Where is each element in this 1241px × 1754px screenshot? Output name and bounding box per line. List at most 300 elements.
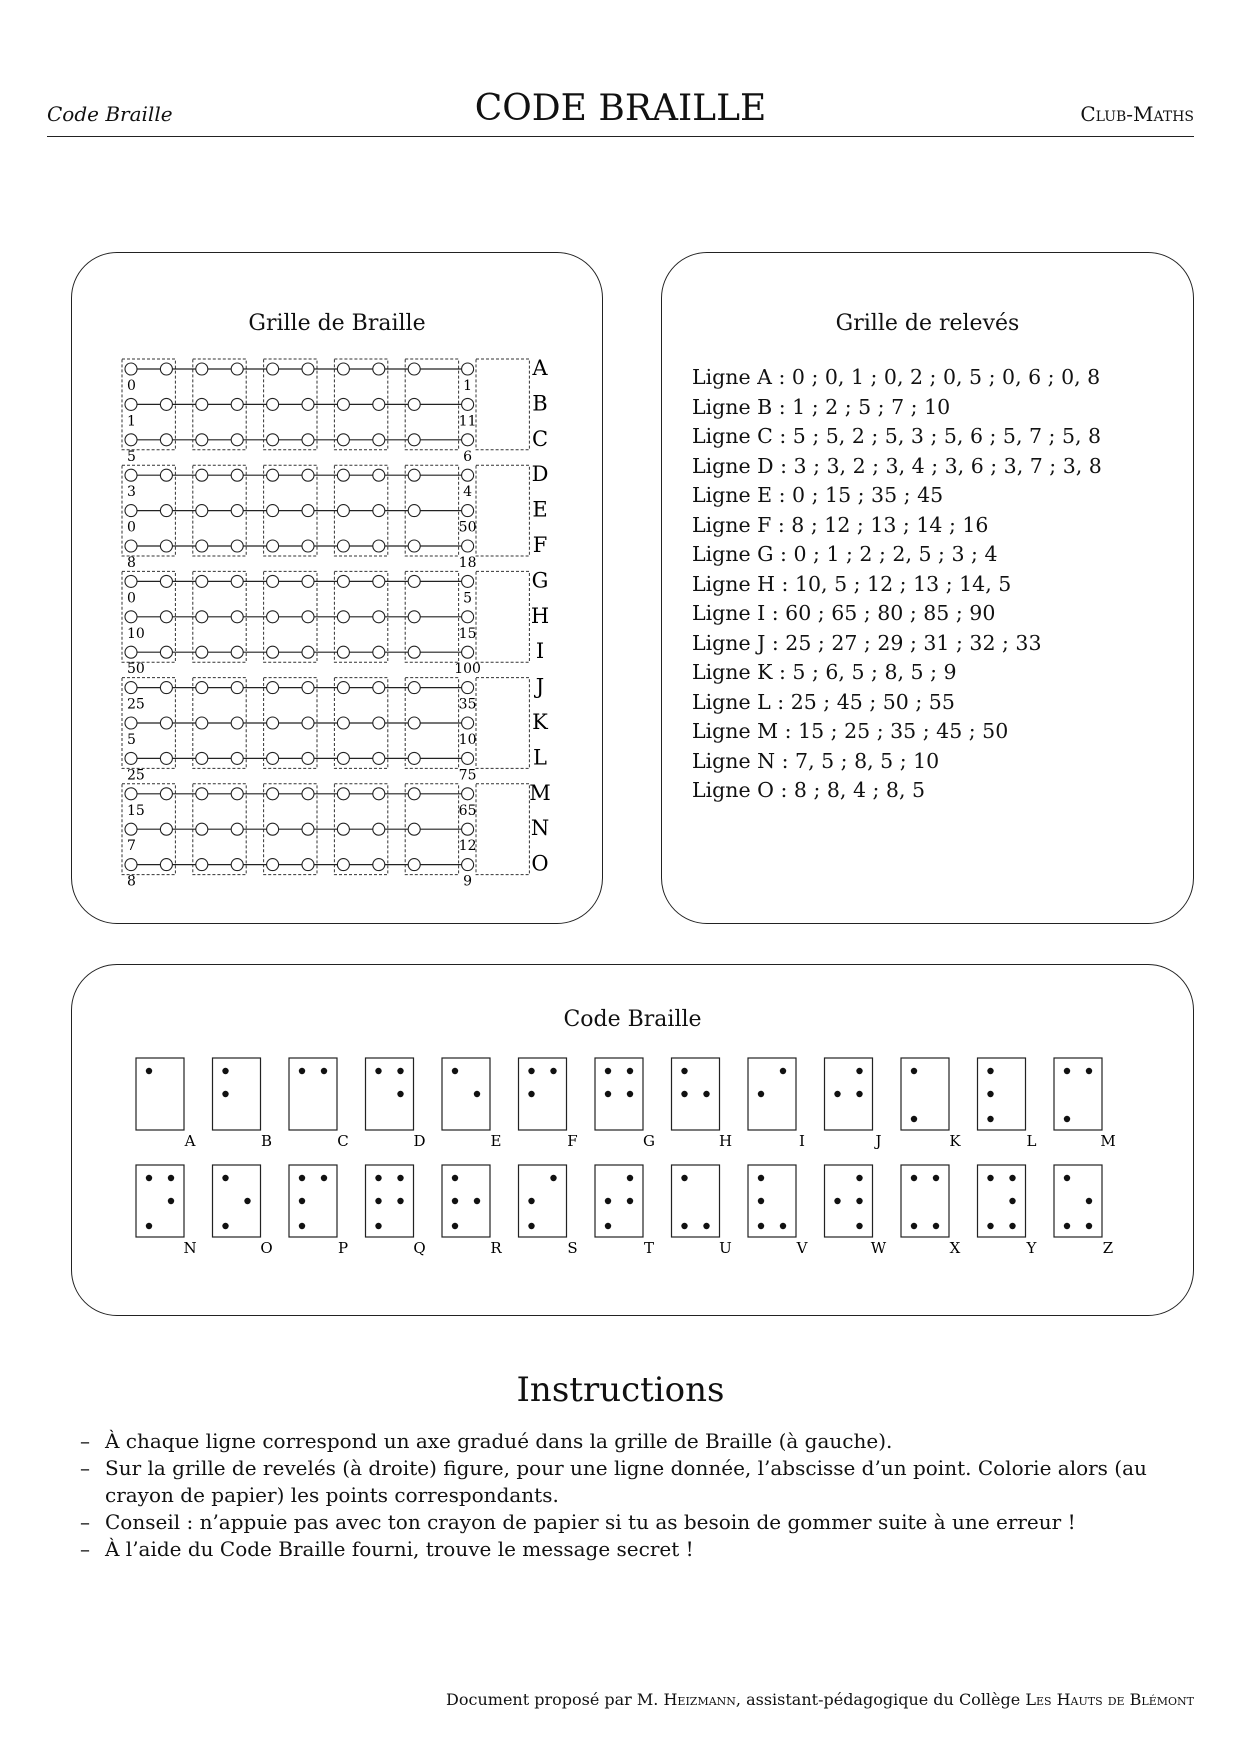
braille-dot — [834, 1091, 840, 1097]
grid-point-circle — [302, 540, 314, 552]
grid-point-circle — [408, 434, 420, 446]
braille-dot — [627, 1068, 633, 1074]
grid-point-circle — [408, 469, 420, 481]
grid-point-circle — [231, 682, 243, 694]
braille-dot — [452, 1175, 458, 1181]
grid-point-circle — [125, 682, 137, 694]
scale-label-right: 9 — [463, 873, 473, 890]
grid-point-circle — [160, 859, 172, 871]
grid-point-circle — [231, 540, 243, 552]
grid-point-circle — [267, 859, 279, 871]
braille-letter-label: D — [413, 1132, 426, 1150]
braille-dot — [550, 1068, 556, 1074]
scale-label-right: 50 — [458, 519, 477, 536]
grid-point-circle — [231, 859, 243, 871]
grid-point-circle — [125, 859, 137, 871]
braille-dot — [681, 1223, 687, 1229]
row-letter-label: B — [532, 391, 548, 416]
grid-point-circle — [160, 788, 172, 800]
row-letter-label: E — [532, 497, 548, 522]
braille-dot — [474, 1091, 480, 1097]
grid-point-circle — [462, 859, 474, 871]
scale-label-left: 5 — [127, 732, 136, 748]
braille-dot — [375, 1223, 381, 1229]
braille-dot — [681, 1091, 687, 1097]
braille-cell-box — [289, 1165, 337, 1237]
braille-dot — [605, 1198, 611, 1204]
grid-point-circle — [231, 823, 243, 835]
grid-point-circle — [231, 505, 243, 517]
braille-cell-outline — [476, 359, 529, 450]
braille-dot — [1086, 1198, 1092, 1204]
grid-point-circle — [125, 540, 137, 552]
grid-point-circle — [462, 363, 474, 375]
row-letter-label: O — [531, 851, 549, 876]
braille-letter-label: M — [1100, 1132, 1116, 1150]
scale-label-left: 3 — [127, 484, 136, 501]
grid-point-circle — [267, 398, 279, 410]
grid-point-circle — [196, 505, 208, 517]
scale-label-left: 8 — [127, 873, 136, 890]
braille-cell-box — [825, 1165, 873, 1237]
braille-dot — [299, 1223, 305, 1229]
grid-point-circle — [267, 434, 279, 446]
braille-dot — [856, 1223, 862, 1229]
grid-point-circle — [302, 752, 314, 764]
grid-point-circle — [231, 434, 243, 446]
grid-point-circle — [408, 717, 420, 729]
braille-cell-box — [136, 1058, 184, 1130]
grid-point-circle — [267, 823, 279, 835]
scale-label-right: 1 — [463, 378, 473, 394]
row-letter-label: C — [531, 426, 549, 451]
braille-dot — [550, 1175, 556, 1181]
grid-point-circle — [462, 434, 474, 446]
grid-point-circle — [302, 788, 314, 800]
braille-dot — [1009, 1175, 1015, 1181]
braille-dot — [758, 1091, 764, 1097]
releve-line: Ligne H : 10, 5 ; 12 ; 13 ; 14, 5 — [692, 571, 1012, 596]
braille-letter-label: N — [183, 1239, 197, 1257]
releve-line: Ligne F : 8 ; 12 ; 13 ; 14 ; 16 — [692, 512, 989, 537]
braille-letter-label: I — [799, 1132, 805, 1150]
braille-cell-box — [442, 1165, 490, 1237]
braille-letter-label: J — [875, 1132, 882, 1150]
grid-point-circle — [462, 611, 474, 623]
braille-cell-box — [825, 1058, 873, 1130]
grid-point-circle — [267, 363, 279, 375]
grid-point-circle — [337, 823, 349, 835]
grid-point-circle — [267, 717, 279, 729]
braille-cell-outline — [476, 571, 529, 662]
braille-letter-label: C — [337, 1132, 349, 1150]
grid-point-circle — [267, 575, 279, 587]
braille-dot — [452, 1223, 458, 1229]
braille-cell-box — [442, 1058, 490, 1130]
grid-point-circle — [373, 363, 385, 375]
braille-dot — [528, 1091, 534, 1097]
braille-letter-label: O — [260, 1239, 273, 1257]
grid-point-circle — [373, 398, 385, 410]
grid-point-circle — [196, 434, 208, 446]
scale-label-right: 75 — [458, 767, 477, 784]
grid-point-circle — [160, 469, 172, 481]
braille-dot — [146, 1068, 152, 1074]
grid-point-circle — [337, 363, 349, 375]
grid-point-circle — [160, 611, 172, 623]
braille-dot — [987, 1175, 993, 1181]
braille-dot — [452, 1198, 458, 1204]
grid-point-circle — [231, 398, 243, 410]
releve-line: Ligne A : 0 ; 0, 1 ; 0, 2 ; 0, 5 ; 0, 6 ; 0, 8 — [692, 365, 1101, 389]
grid-point-circle — [373, 682, 385, 694]
braille-dot — [780, 1068, 786, 1074]
scale-label-right: 5 — [463, 590, 473, 607]
braille-dot — [397, 1068, 403, 1074]
grid-point-circle — [196, 752, 208, 764]
grid-point-circle — [160, 752, 172, 764]
scale-label-right: 18 — [458, 555, 477, 571]
grid-point-circle — [160, 575, 172, 587]
grid-point-circle — [231, 363, 243, 375]
braille-dot — [758, 1198, 764, 1204]
grid-point-circle — [125, 646, 137, 658]
braille-dot — [605, 1091, 611, 1097]
braille-dot — [987, 1068, 993, 1074]
grid-point-circle — [160, 682, 172, 694]
grid-point-circle — [267, 505, 279, 517]
scale-label-left: 10 — [127, 625, 145, 642]
grid-point-circle — [373, 717, 385, 729]
scale-label-left: 0 — [127, 378, 136, 394]
braille-code-panel — [71, 964, 1194, 1316]
braille-letter-label: A — [184, 1132, 196, 1150]
scale-label-right: 65 — [458, 802, 477, 819]
grid-point-circle — [231, 611, 243, 623]
grid-point-circle — [302, 717, 314, 729]
grid-point-circle — [373, 469, 385, 481]
braille-grid-figure — [72, 253, 604, 925]
braille-dot — [299, 1175, 305, 1181]
row-letter-label: L — [533, 745, 547, 770]
grid-point-circle — [373, 752, 385, 764]
grid-point-circle — [267, 788, 279, 800]
braille-dot — [834, 1198, 840, 1204]
braille-dot — [627, 1198, 633, 1204]
grid-point-circle — [337, 859, 349, 871]
braille-dot — [222, 1223, 228, 1229]
braille-letter-label: R — [490, 1239, 502, 1257]
page-title: CODE BRAILLE — [474, 88, 767, 129]
grid-point-circle — [196, 682, 208, 694]
releve-line: Ligne L : 25 ; 45 ; 50 ; 55 — [692, 689, 955, 714]
grid-point-circle — [408, 859, 420, 871]
braille-letter-label: X — [949, 1239, 961, 1257]
grid-point-circle — [302, 398, 314, 410]
braille-dot — [856, 1091, 862, 1097]
grid-point-circle — [462, 575, 474, 587]
grid-point-circle — [302, 575, 314, 587]
instructions-list — [80, 1428, 1200, 1563]
braille-dot — [375, 1198, 381, 1204]
grid-point-circle — [302, 823, 314, 835]
grid-point-circle — [302, 434, 314, 446]
releves-list — [692, 363, 1102, 806]
braille-dot — [222, 1068, 228, 1074]
braille-dot — [856, 1175, 862, 1181]
braille-cell-outline — [476, 678, 529, 769]
releve-line: Ligne O : 8 ; 8, 4 ; 8, 5 — [692, 778, 926, 802]
braille-dot — [528, 1198, 534, 1204]
grid-point-circle — [337, 434, 349, 446]
grid-point-circle — [302, 682, 314, 694]
instruction-item: – Sur la grille de revelés (à droite) figure, pour une ligne donnée, l’abscisse d’un point. Colorie alors (au crayon de papier) les points correspondants. — [80, 1455, 1200, 1509]
braille-cell-box — [213, 1058, 261, 1130]
grid-point-circle — [125, 611, 137, 623]
braille-dot — [397, 1175, 403, 1181]
grid-point-circle — [231, 788, 243, 800]
grid-point-circle — [337, 788, 349, 800]
braille-cell-box — [978, 1058, 1026, 1130]
grid-point-circle — [125, 505, 137, 517]
grid-point-circle — [462, 717, 474, 729]
instruction-item: – Conseil : n’appuie pas avec ton crayon de papier si tu as besoin de gommer suite à une erreur ! — [80, 1509, 1200, 1536]
footer-credit — [446, 1690, 1194, 1709]
braille-cell-box — [672, 1165, 720, 1237]
footer-author: Heizmann — [663, 1690, 736, 1709]
releve-line: Ligne J : 25 ; 27 ; 29 ; 31 ; 32 ; 33 — [692, 630, 1042, 655]
grid-point-circle — [462, 752, 474, 764]
grid-point-circle — [125, 434, 137, 446]
grid-point-circle — [373, 859, 385, 871]
braille-letter-label: K — [949, 1132, 961, 1150]
braille-cell-box — [748, 1165, 796, 1237]
row-letter-label: I — [535, 639, 545, 664]
braille-cell-box — [748, 1058, 796, 1130]
footer-middle: , assistant-pédagogique du Collège — [735, 1690, 1026, 1709]
braille-dot — [452, 1068, 458, 1074]
braille-dot — [1064, 1175, 1070, 1181]
braille-cell-outline — [476, 465, 529, 556]
braille-dot — [987, 1116, 993, 1122]
grid-point-circle — [373, 540, 385, 552]
braille-dot — [146, 1223, 152, 1229]
grid-point-circle — [125, 575, 137, 587]
grid-point-circle — [125, 469, 137, 481]
braille-dot — [299, 1068, 305, 1074]
braille-cell-box — [1054, 1058, 1102, 1130]
braille-letter-label: T — [643, 1239, 655, 1257]
braille-cell-box — [595, 1058, 643, 1130]
grid-point-circle — [160, 540, 172, 552]
braille-dot — [605, 1068, 611, 1074]
grid-point-circle — [196, 788, 208, 800]
scale-label-right: 12 — [458, 838, 477, 855]
braille-dot — [1064, 1223, 1070, 1229]
braille-letter-label: P — [337, 1239, 349, 1257]
grid-point-circle — [267, 540, 279, 552]
grid-point-circle — [337, 646, 349, 658]
grid-point-circle — [302, 469, 314, 481]
scale-label-left: 25 — [127, 696, 145, 713]
braille-dot — [627, 1091, 633, 1097]
releve-line: Ligne C : 5 ; 5, 2 ; 5, 3 ; 5, 6 ; 5, 7 ; 5, 8 — [692, 424, 1102, 448]
braille-dot — [780, 1223, 786, 1229]
grid-point-circle — [337, 611, 349, 623]
scale-label-left: 1 — [127, 413, 136, 430]
braille-dot — [758, 1175, 764, 1181]
scale-label-right: 100 — [454, 661, 481, 678]
braille-dot — [911, 1223, 917, 1229]
grid-point-circle — [125, 752, 137, 764]
braille-dot — [987, 1223, 993, 1229]
braille-dot — [758, 1223, 764, 1229]
grid-point-circle — [196, 540, 208, 552]
scale-label-right: 4 — [463, 484, 473, 501]
braille-cell-box — [366, 1165, 414, 1237]
grid-point-circle — [337, 505, 349, 517]
releve-line: Ligne M : 15 ; 25 ; 35 ; 45 ; 50 — [692, 719, 1009, 743]
braille-dot — [168, 1175, 174, 1181]
grid-point-circle — [125, 788, 137, 800]
grid-point-circle — [160, 505, 172, 517]
scale-label-right: 10 — [458, 732, 477, 748]
grid-point-circle — [160, 823, 172, 835]
instruction-item: – À l’aide du Code Braille fourni, trouve le message secret ! — [80, 1536, 1200, 1563]
row-letter-label: F — [532, 533, 548, 557]
grid-point-circle — [160, 717, 172, 729]
row-letter-label: G — [531, 568, 549, 593]
releve-line: Ligne D : 3 ; 3, 2 ; 3, 4 ; 3, 6 ; 3, 7 ; 3, 8 — [692, 453, 1102, 478]
row-letter-label: K — [532, 710, 548, 734]
braille-letter-label: Q — [413, 1239, 426, 1257]
grid-point-circle — [196, 646, 208, 658]
braille-dot — [244, 1198, 250, 1204]
braille-dot — [375, 1175, 381, 1181]
row-letter-label: H — [530, 603, 550, 628]
scale-label-left: 0 — [127, 590, 136, 607]
braille-letter-label: W — [870, 1239, 887, 1257]
braille-letter-label: E — [490, 1132, 502, 1150]
row-letter-label: A — [532, 356, 548, 380]
grid-point-circle — [267, 646, 279, 658]
releve-line: Ligne G : 0 ; 1 ; 2 ; 2, 5 ; 3 ; 4 — [692, 542, 998, 566]
braille-cell-box — [519, 1058, 567, 1130]
scale-label-left: 8 — [127, 555, 136, 571]
grid-point-circle — [196, 823, 208, 835]
braille-dot — [1086, 1068, 1092, 1074]
grid-point-circle — [408, 540, 420, 552]
row-letter-label: J — [535, 674, 545, 699]
grid-point-circle — [196, 717, 208, 729]
braille-cell-box — [672, 1058, 720, 1130]
braille-dot — [528, 1223, 534, 1229]
grid-point-circle — [125, 363, 137, 375]
braille-grid-panel — [71, 252, 603, 924]
grid-point-circle — [462, 505, 474, 517]
braille-dot — [1086, 1223, 1092, 1229]
grid-point-circle — [231, 752, 243, 764]
grid-point-circle — [160, 363, 172, 375]
braille-dot — [397, 1198, 403, 1204]
grid-point-circle — [373, 434, 385, 446]
grid-point-circle — [462, 469, 474, 481]
scale-label-right: 6 — [463, 448, 473, 465]
braille-dot — [703, 1223, 709, 1229]
grid-point-circle — [408, 646, 420, 658]
braille-cell-box — [901, 1165, 949, 1237]
grid-point-circle — [337, 540, 349, 552]
scale-label-left: 5 — [127, 448, 136, 465]
braille-dot — [933, 1175, 939, 1181]
grid-point-circle — [337, 469, 349, 481]
grid-point-circle — [267, 469, 279, 481]
row-letter-label: N — [530, 816, 550, 841]
scale-label-right: 11 — [458, 413, 477, 430]
grid-point-circle — [302, 611, 314, 623]
braille-dot — [856, 1198, 862, 1204]
grid-point-circle — [337, 717, 349, 729]
braille-cell-box — [289, 1058, 337, 1130]
grid-point-circle — [408, 575, 420, 587]
braille-dot — [987, 1091, 993, 1097]
grid-point-circle — [267, 682, 279, 694]
braille-letter-label: Y — [1026, 1239, 1037, 1257]
scale-label-left: 15 — [127, 802, 145, 819]
footer-prefix: Document proposé par M. — [446, 1690, 664, 1709]
instruction-item: – À chaque ligne correspond un axe gradué dans la grille de Braille (à gauche). — [80, 1428, 1200, 1455]
row-letter-label: D — [531, 462, 549, 487]
releves-title: Grille de relevés — [835, 311, 1020, 336]
grid-point-circle — [373, 646, 385, 658]
braille-letter-label: G — [643, 1132, 655, 1150]
braille-dot — [474, 1198, 480, 1204]
braille-dot — [933, 1223, 939, 1229]
grid-point-circle — [231, 469, 243, 481]
grid-point-circle — [408, 752, 420, 764]
braille-dot — [222, 1175, 228, 1181]
grid-point-circle — [125, 717, 137, 729]
scale-label-right: 35 — [458, 696, 477, 713]
releves-panel — [661, 252, 1194, 924]
braille-dot — [397, 1091, 403, 1097]
scale-label-right: 15 — [458, 625, 477, 642]
grid-point-circle — [337, 682, 349, 694]
grid-point-circle — [408, 611, 420, 623]
grid-point-circle — [267, 752, 279, 764]
braille-cell-box — [136, 1165, 184, 1237]
grid-point-circle — [160, 398, 172, 410]
grid-point-circle — [125, 398, 137, 410]
braille-cell-box — [978, 1165, 1026, 1237]
grid-point-circle — [408, 823, 420, 835]
instructions-title: Instructions — [516, 1370, 725, 1410]
braille-letter-label: U — [719, 1239, 732, 1257]
grid-point-circle — [408, 398, 420, 410]
grid-point-circle — [373, 823, 385, 835]
braille-cell-box — [366, 1058, 414, 1130]
braille-letter-label: H — [718, 1132, 733, 1150]
braille-cell-box — [595, 1165, 643, 1237]
grid-point-circle — [231, 717, 243, 729]
braille-dot — [1009, 1223, 1015, 1229]
grid-point-circle — [267, 611, 279, 623]
grid-point-circle — [408, 682, 420, 694]
grid-point-circle — [196, 469, 208, 481]
braille-grid-title: Grille de Braille — [248, 311, 426, 336]
scale-label-left: 0 — [127, 519, 136, 536]
braille-cell-box — [901, 1058, 949, 1130]
